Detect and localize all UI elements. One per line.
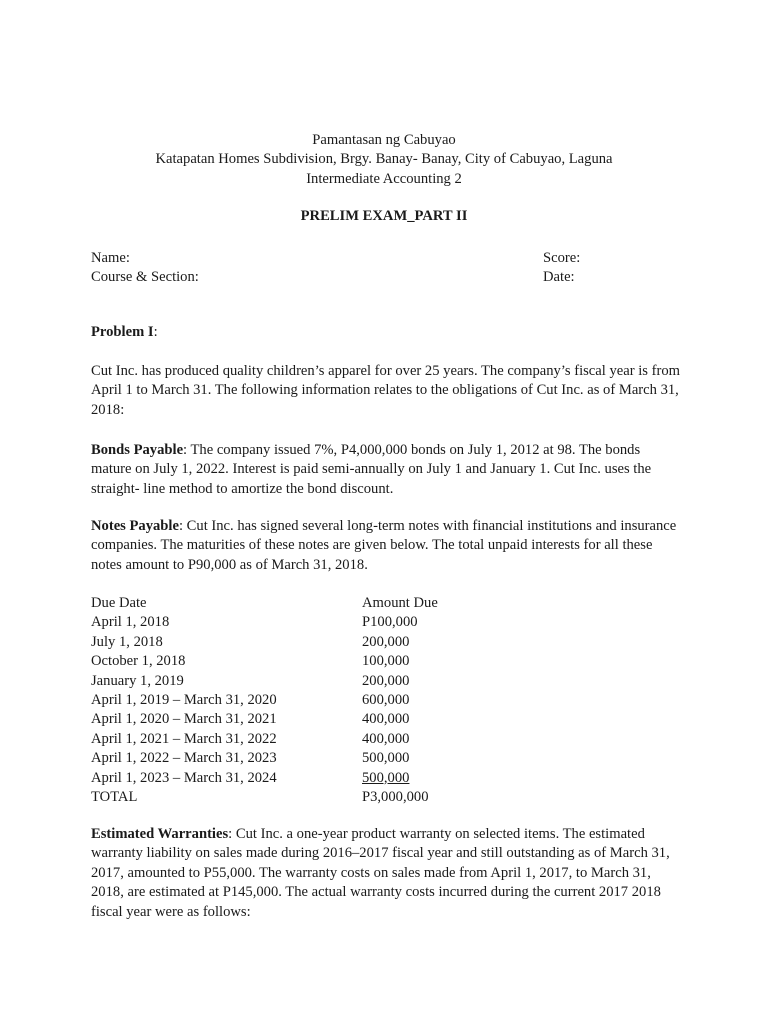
row-due-date: April 1, 2018: [91, 614, 170, 631]
row-amount: 400,000: [362, 730, 410, 747]
row-due-date: April 1, 2020 – March 31, 2021: [91, 711, 277, 728]
date-field-label: Date:: [543, 269, 575, 285]
table-total-row: [91, 788, 491, 807]
table-row: [91, 691, 491, 710]
problem-heading-text: Problem I: [91, 324, 154, 340]
exam-title: PRELIM EXAM_PART II: [300, 208, 468, 224]
warranties-text: : Cut Inc. a one-year product warranty on selected items. The estimated warranty liability on sales made during 2016–2017 fiscal year and still outstanding as of March 31, 2017, amounted to P55,000. The warranty costs on sales made from April 1, 2017, to March 31, 2018, are estimated at P145,000. The actual warranty costs incurred during the current 2017 2018 fiscal year were as follows:: [91, 826, 670, 920]
total-label: TOTAL: [91, 788, 138, 805]
row-amount: 200,000: [362, 672, 410, 689]
table-row: [91, 769, 491, 788]
problem-heading: [91, 323, 681, 342]
table-row: [91, 672, 491, 691]
row-due-date: October 1, 2018: [91, 653, 186, 670]
row-due-date: April 1, 2021 – March 31, 2022: [91, 730, 277, 747]
due-date-header: Due Date: [91, 595, 147, 611]
bonds-payable-paragraph: [91, 441, 681, 499]
intro-paragraph: Cut Inc. has produced quality children’s apparel for over 25 years. The company’s fiscal year is from April 1 to March 31. The following information relates to the obligations of Cut Inc. as of March 31, 2018:: [91, 363, 680, 418]
document-header: [0, 131, 768, 189]
score-field-label: Score:: [543, 250, 581, 266]
row-due-date: April 1, 2023 – March 31, 2024: [91, 769, 277, 786]
maturity-table: [91, 594, 491, 807]
row-amount: 500,000: [362, 769, 410, 786]
course-name: Intermediate Accounting 2: [306, 170, 462, 187]
notes-payable-label: Notes Payable: [91, 518, 179, 534]
table-row: [91, 633, 491, 652]
row-due-date: April 1, 2019 – March 31, 2020: [91, 691, 277, 708]
row-amount: P100,000: [362, 614, 418, 631]
row-amount: 400,000: [362, 711, 410, 728]
row-amount: 600,000: [362, 691, 410, 708]
row-due-date: January 1, 2019: [91, 672, 184, 689]
warranties-label: Estimated Warranties: [91, 826, 229, 842]
row-amount: 200,000: [362, 633, 410, 650]
notes-payable-paragraph: [91, 517, 681, 575]
table-row: [91, 613, 491, 632]
name-field-label: Name:: [91, 250, 130, 266]
table-row: [91, 652, 491, 671]
course-section-field-label: Course & Section:: [91, 269, 199, 285]
row-amount: 100,000: [362, 653, 410, 670]
warranties-paragraph: [91, 825, 681, 922]
institution-name: Pamantasan ng Cabuyao: [312, 132, 456, 148]
bonds-payable-label: Bonds Payable: [91, 442, 184, 458]
amount-due-header: Amount Due: [362, 595, 438, 611]
notes-payable-text: : Cut Inc. has signed several long-term notes with financial institutions and insurance companies. The maturities of these notes are given below. The total unpaid interests for all these notes amount to P90,000 as of March 31, 2018.: [91, 518, 677, 573]
problem-heading-colon: :: [153, 324, 158, 340]
institution-address: Katapatan Homes Subdivision, Brgy. Banay- Banay, City of Cabuyao, Laguna: [155, 151, 613, 168]
row-amount: 500,000: [362, 750, 410, 767]
table-row: [91, 710, 491, 729]
total-amount: P3,000,000: [362, 788, 429, 805]
bonds-payable-text: : The company issued 7%, P4,000,000 bonds on July 1, 2012 at 98. The bonds mature on July 1, 2022. Interest is paid semi-annually on July 1 and January 1. Cut Inc. uses the straight- line method to amortize the bond discount.: [91, 442, 652, 497]
table-row: [91, 730, 491, 749]
table-row: [91, 749, 491, 768]
row-due-date: July 1, 2018: [91, 633, 163, 650]
row-due-date: April 1, 2022 – March 31, 2023: [91, 750, 277, 767]
table-header-row: [91, 594, 491, 613]
